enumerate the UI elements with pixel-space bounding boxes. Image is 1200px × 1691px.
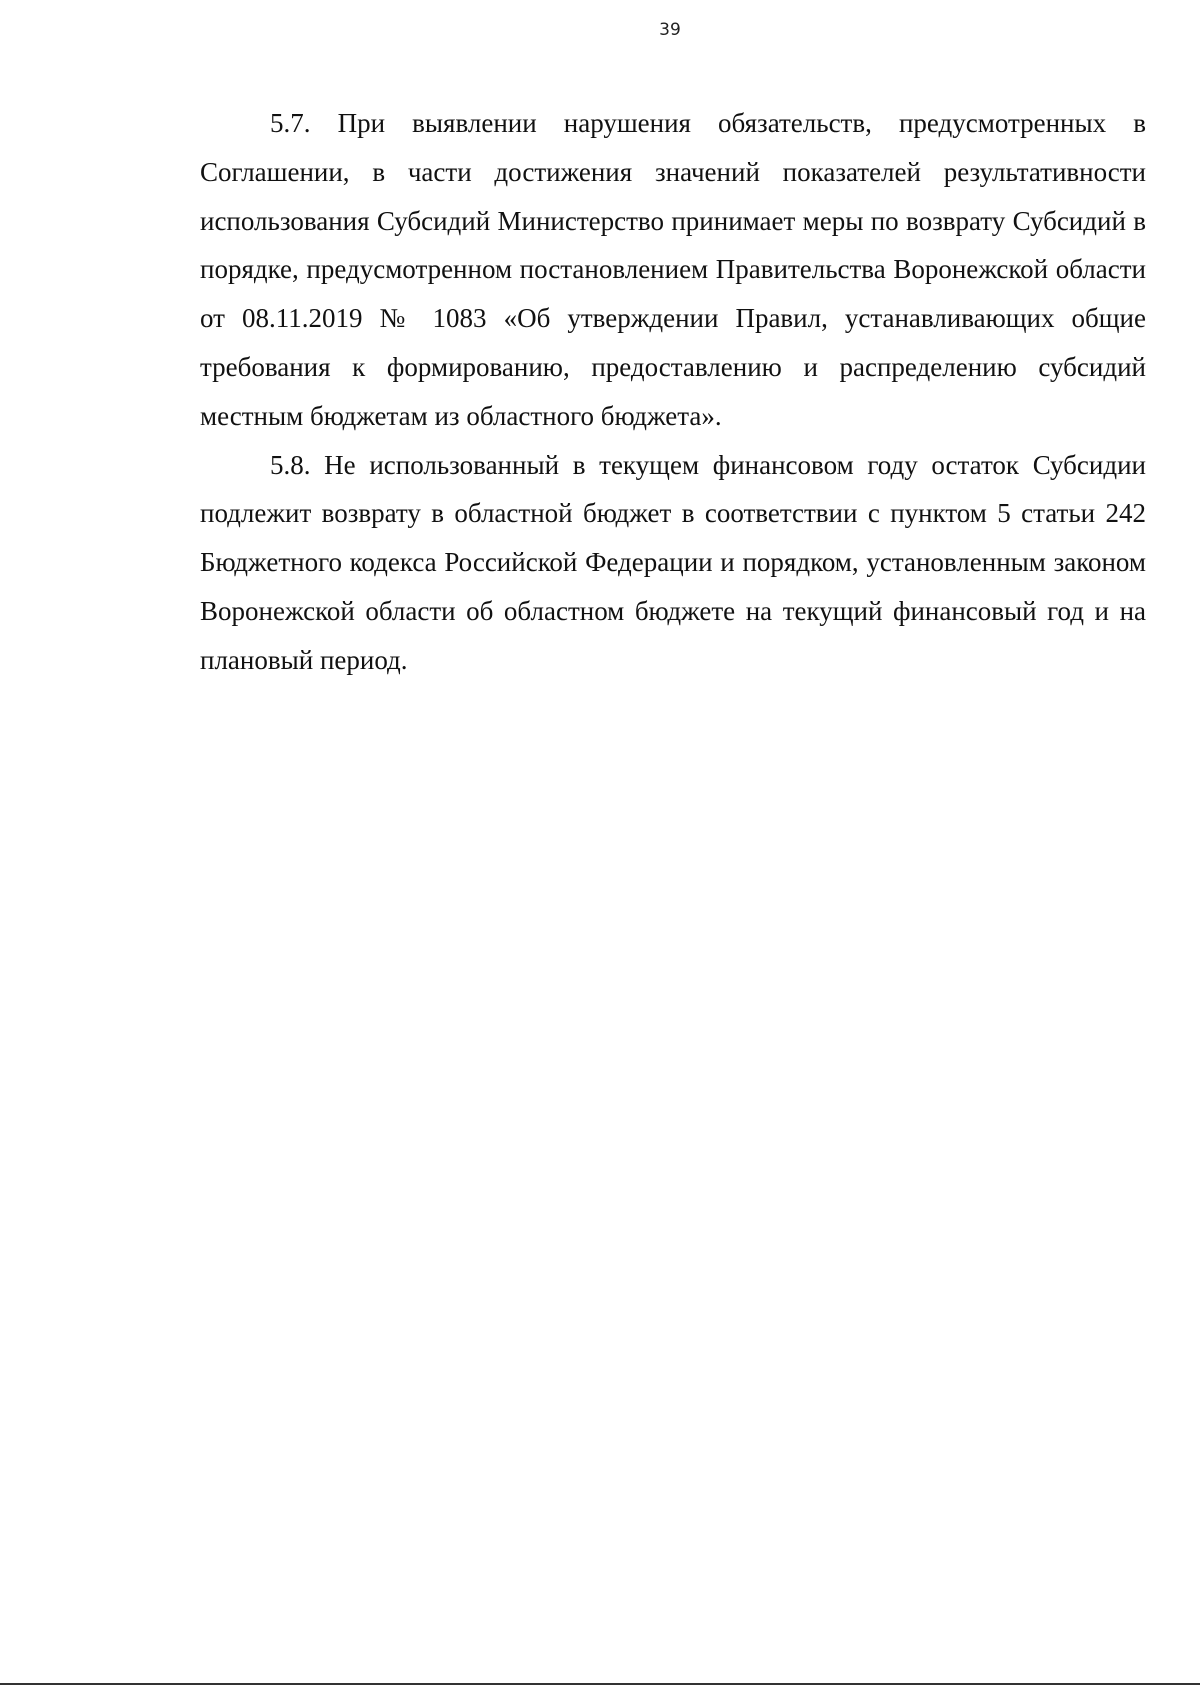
document-body <box>200 99 1146 685</box>
bottom-divider <box>0 1683 1200 1685</box>
paragraph-5-8: 5.8. Не использованный в текущем финансовом году остаток Субсидии подлежит возврату в областной бюджет в соответствии с пунктом 5 статьи 242 Бюджетного кодекса Российской Федерации и порядком, установленным законом Воронежской области об областном бюджете на текущий финансовый год и на плановый период. <box>200 449 1146 675</box>
paragraph-5-7: 5.7. При выявлении нарушения обязательств, предусмотренных в Соглашении, в части достижения значений показателей результативности использования Субсидий Министерство принимает меры по возврату Субсидий в порядке, предусмотренном постановлением Правительства Воронежской области от 08.11.2019 № 1083 «Об утверждении Правил, устанавливающих общие требования к формированию, предоставлению и распределению субсидий местным бюджетам из областного бюджета». <box>200 108 1146 431</box>
page-number: 39 <box>659 20 681 40</box>
